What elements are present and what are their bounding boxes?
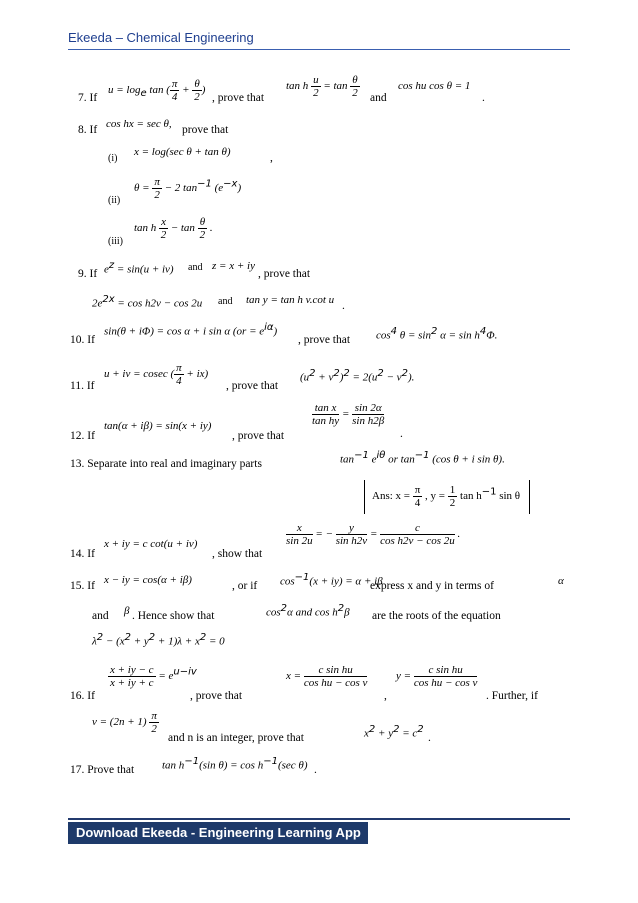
p15-text4: are the roots of the equation xyxy=(372,610,501,622)
p16-label: 16. If xyxy=(70,690,95,702)
p12-eq2: $\frac{\text{tan x}}{\text{tan hy}}$ = $\frac{\sin 2\alpha}{\text{sin h2β}}$ xyxy=(312,402,385,427)
p14-text: , show that xyxy=(212,548,263,560)
p14-eq1: x + iy = c cot(u + iv) xyxy=(104,538,198,550)
p8-text: prove that xyxy=(182,124,229,136)
p8-i: (i) xyxy=(108,153,118,164)
p15-eq2: $\cos^{-1}(x + iy) = \alpha + i\beta$ xyxy=(280,572,383,588)
p11-eq2: $(u^2 + v^2)^2 = 2(u^2 - v^2)$. xyxy=(300,368,415,384)
p15-eq4: $\lambda^2 - (x^2 + y^2 + 1)\lambda + x^2 = 0$ xyxy=(92,632,225,648)
p15-eq1: x − iy = cos(α + iβ) xyxy=(104,574,192,586)
p9-eq1: $e^z = \sin(u + iv)$ xyxy=(104,260,174,276)
p8-comma: , xyxy=(270,152,273,164)
p9-label: 9. If xyxy=(78,268,98,280)
p16-eq1: $\frac{x + iy - c}{x + iy + c}$ = $e^{u-iv}$ xyxy=(110,664,197,689)
p13-label: 13. Separate into real and imaginary parts xyxy=(70,458,262,470)
p16-text3: and n is an integer, prove that xyxy=(168,732,304,744)
p9-eq4: tan y = tan h v.cot u xyxy=(246,294,335,306)
p16-eq2: x = $\frac{\text{c sin hu}}{\text{cos hu − cos v}}$ xyxy=(286,664,368,689)
p13-eq1: $\tan^{-1} e^{i\theta}$ or $\tan^{-1} (\cos$ θ + i sin θ). xyxy=(340,450,505,466)
p15-label: 15. If xyxy=(70,580,95,592)
p8-eq-i: x = log(sec θ + tan θ) xyxy=(134,146,231,158)
p16-eq4: v = (2n + 1) $\frac{\pi}{2}$ xyxy=(92,710,157,735)
p9-and1: and xyxy=(188,262,203,273)
p11-text: , prove that xyxy=(226,380,279,392)
p10-eq1: sin(θ + iΦ) = cos α + i sin α $(or = e^{i\alpha})$ xyxy=(104,322,278,338)
p9-text: , prove that xyxy=(258,268,311,280)
p12-period: . xyxy=(400,428,403,440)
p17-period: . xyxy=(314,764,317,776)
p7-eq-cos: cos hu cos θ = 1 xyxy=(398,80,471,92)
p8-eq-iii: tan h $\frac{x}{2}$ − tan $\frac{\theta}{2}$ . xyxy=(134,216,213,241)
p8-eq-ii: θ = $\frac{\pi}{2}$ − 2 $\tan^{-1} (e^{-x})$ xyxy=(134,176,242,201)
p16-text2: . Further, if xyxy=(486,690,538,702)
p14-eq2: $\frac{x}{\sin 2u}$ = − $\frac{y}{\text{sin h2v}}$ = $\frac{c}{\text{cos h2v − cos 2u}}$ . xyxy=(286,522,461,547)
p15-alpha: α xyxy=(558,575,564,587)
p7-label: 7. If xyxy=(78,92,98,104)
p16-eq5: $x^2 + y^2 = c^2$ xyxy=(364,724,424,740)
p10-label: 10. If xyxy=(70,334,95,346)
p15-text1: , or if xyxy=(232,580,258,592)
p11-eq1: u + iv = cosec ( $\frac{\pi}{4}$ + ix) xyxy=(104,362,209,387)
p7-and: and xyxy=(370,92,387,104)
p17-eq1: $\tan h^{-1}(\sin$ $\theta) = \cos h^{-1}(\sec$ θ) xyxy=(162,756,308,772)
p15-eq3: $\cos^2\alpha$ and $\cos h^2\beta$ xyxy=(266,603,350,619)
header-title: Ekeeda – Chemical Engineering xyxy=(68,30,254,45)
header-divider xyxy=(68,49,570,50)
p8-iii: (iii) xyxy=(108,236,123,247)
p15-text2: express x and y in terms of xyxy=(370,580,494,592)
p12-text: , prove that xyxy=(232,430,285,442)
footer-divider xyxy=(68,818,570,820)
p11-label: 11. If xyxy=(70,380,95,392)
p16-eq3: y = $\frac{\text{c sin hu}}{\text{cos hu − cos v}}$ xyxy=(396,664,478,689)
p10-eq2: $\cos^4 \theta = \sin^2 \alpha = \sin h^4\Phi$. xyxy=(376,326,498,342)
p9-eq2: z = x + iy xyxy=(212,260,255,272)
p9-period: . xyxy=(342,300,345,312)
p9-eq3: $2e^{2x} = \cos h2v - \cos 2u$ xyxy=(92,294,203,310)
p13-answer: Ans: x = $\frac{\pi}{4}$ , y = $\frac{1}{2}$ $\tan h^{-1}$ sin θ xyxy=(372,484,521,509)
p16-comma: , xyxy=(384,690,387,702)
p16-text1: , prove that xyxy=(190,690,243,702)
p7-eq-tanh: tan h $\frac{u}{2}$ = tan $\frac{\theta}{2}$ xyxy=(286,74,358,99)
p8-label: 8. If xyxy=(78,124,98,136)
p10-text: , prove that xyxy=(298,334,351,346)
p8-ii: (ii) xyxy=(108,195,121,206)
p9-and2: and xyxy=(218,296,233,307)
p15-beta: β xyxy=(124,605,130,617)
p12-label: 12. If xyxy=(70,430,95,442)
p16-period: . xyxy=(428,732,431,744)
p15-text3: . Hence show that xyxy=(132,610,215,622)
p12-eq1: tan(α + iβ) = sin(x + iy) xyxy=(104,420,212,432)
p15-and: and xyxy=(92,610,109,622)
p7-period: . xyxy=(482,92,485,104)
p8-eq: cos hx = sec θ, xyxy=(106,118,172,130)
p7-eq-u: $u = \log_e \tan$ ( $\frac{\pi}{4}$ + $\frac{\theta}{2}$ ) xyxy=(108,78,206,103)
p17-label: 17. Prove that xyxy=(70,764,135,776)
p14-label: 14. If xyxy=(70,548,95,560)
footer-download-banner[interactable]: Download Ekeeda - Engineering Learning App xyxy=(68,822,368,844)
p7-text: , prove that xyxy=(212,92,265,104)
